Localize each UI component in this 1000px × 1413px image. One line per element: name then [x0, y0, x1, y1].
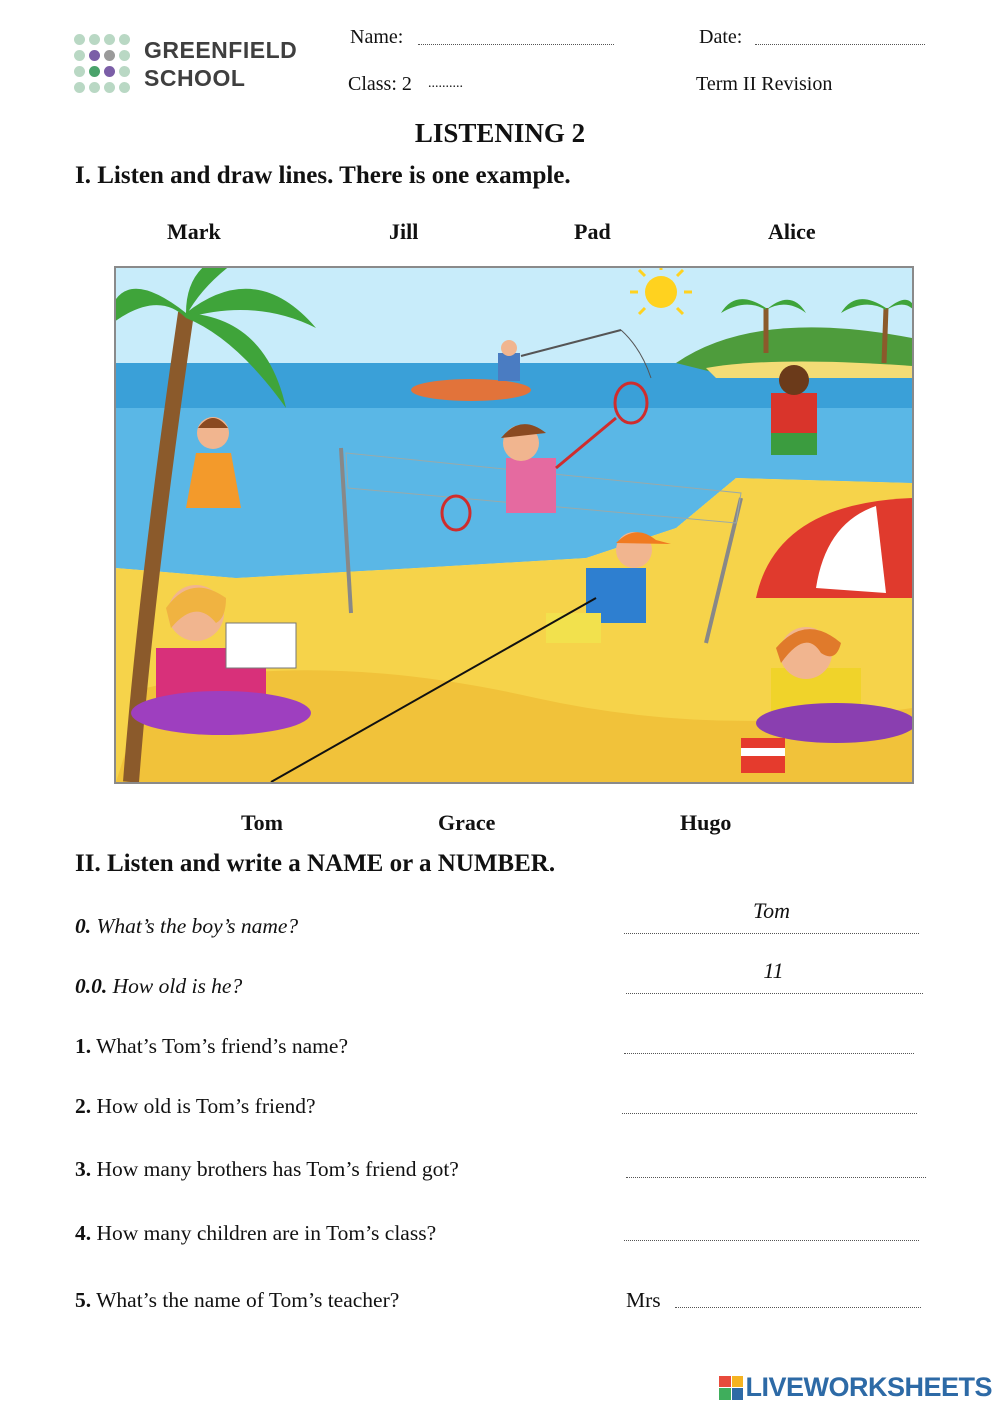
question-number: 0.0.: [75, 974, 108, 998]
answer-00: 11: [763, 958, 784, 983]
date-field[interactable]: [755, 44, 925, 45]
liveworksheets-brand: LIVEWORKSHEETS: [745, 1372, 992, 1402]
answer-line-4[interactable]: [624, 1240, 919, 1241]
question-text: How many brothers has Tom’s friend got?: [96, 1157, 459, 1181]
question-text: How old is Tom’s friend?: [96, 1094, 316, 1118]
name-label-hugo[interactable]: Hugo: [680, 810, 732, 835]
question-text: How many children are in Tom’s class?: [96, 1221, 437, 1245]
question-number: 3.: [75, 1157, 92, 1181]
name-label: Name:: [350, 26, 404, 48]
name-label-tom[interactable]: Tom: [241, 810, 283, 835]
name-label-mark[interactable]: Mark: [167, 219, 221, 244]
part2-heading: II. Listen and write a NAME or a NUMBER.: [75, 850, 556, 877]
answer-line-2[interactable]: [622, 1113, 917, 1114]
question-3: [75, 1157, 459, 1182]
question-4: [75, 1221, 436, 1246]
school-logo-icon: [74, 32, 134, 96]
question-0: [75, 914, 298, 939]
question-text: What’s the name of Tom’s teacher?: [96, 1288, 400, 1312]
name-label-pad[interactable]: Pad: [574, 219, 611, 244]
answer-prefix-mrs: Mrs: [626, 1288, 661, 1312]
answer-line-1[interactable]: [624, 1053, 914, 1054]
answer-line-3[interactable]: [626, 1177, 926, 1178]
question-number: 0.: [75, 914, 92, 938]
question-number: 2.: [75, 1094, 92, 1118]
name-label-grace[interactable]: Grace: [438, 810, 496, 835]
term-label: Term II Revision: [696, 73, 833, 95]
part1-heading: I. Listen and draw lines. There is one example.: [75, 162, 571, 189]
school-name-line1: GREENFIELD: [144, 37, 298, 63]
page-title: LISTENING 2: [414, 118, 586, 148]
class-label: Class: 2: [348, 73, 412, 95]
beach-scene-picture: [114, 266, 914, 784]
class-field[interactable]: ..........: [428, 76, 463, 91]
question-number: 1.: [75, 1034, 92, 1058]
answer-0: Tom: [752, 898, 791, 923]
school-name-line2: SCHOOL: [144, 65, 246, 91]
name-field[interactable]: [418, 44, 614, 45]
question-text: How old is he?: [112, 974, 243, 998]
name-label-jill[interactable]: Jill: [389, 219, 419, 244]
answer-line-0[interactable]: [624, 933, 919, 934]
question-5: [75, 1288, 399, 1313]
answer-line-00[interactable]: [626, 993, 923, 994]
liveworksheets-icon: [719, 1376, 743, 1400]
question-text: What’s the boy’s name?: [96, 914, 299, 938]
question-00: [75, 974, 242, 999]
question-text: What’s Tom’s friend’s name?: [96, 1034, 348, 1058]
date-label: Date:: [699, 26, 743, 48]
question-number: 5.: [75, 1288, 92, 1312]
name-label-alice[interactable]: Alice: [768, 219, 816, 244]
answer-line-5[interactable]: [675, 1307, 921, 1308]
question-number: 4.: [75, 1221, 92, 1245]
liveworksheets-logo: [719, 1372, 992, 1403]
beach-scene-illustration: [116, 268, 912, 782]
question-2: [75, 1094, 316, 1119]
school-logo: [74, 32, 314, 96]
question-1: [75, 1034, 348, 1059]
